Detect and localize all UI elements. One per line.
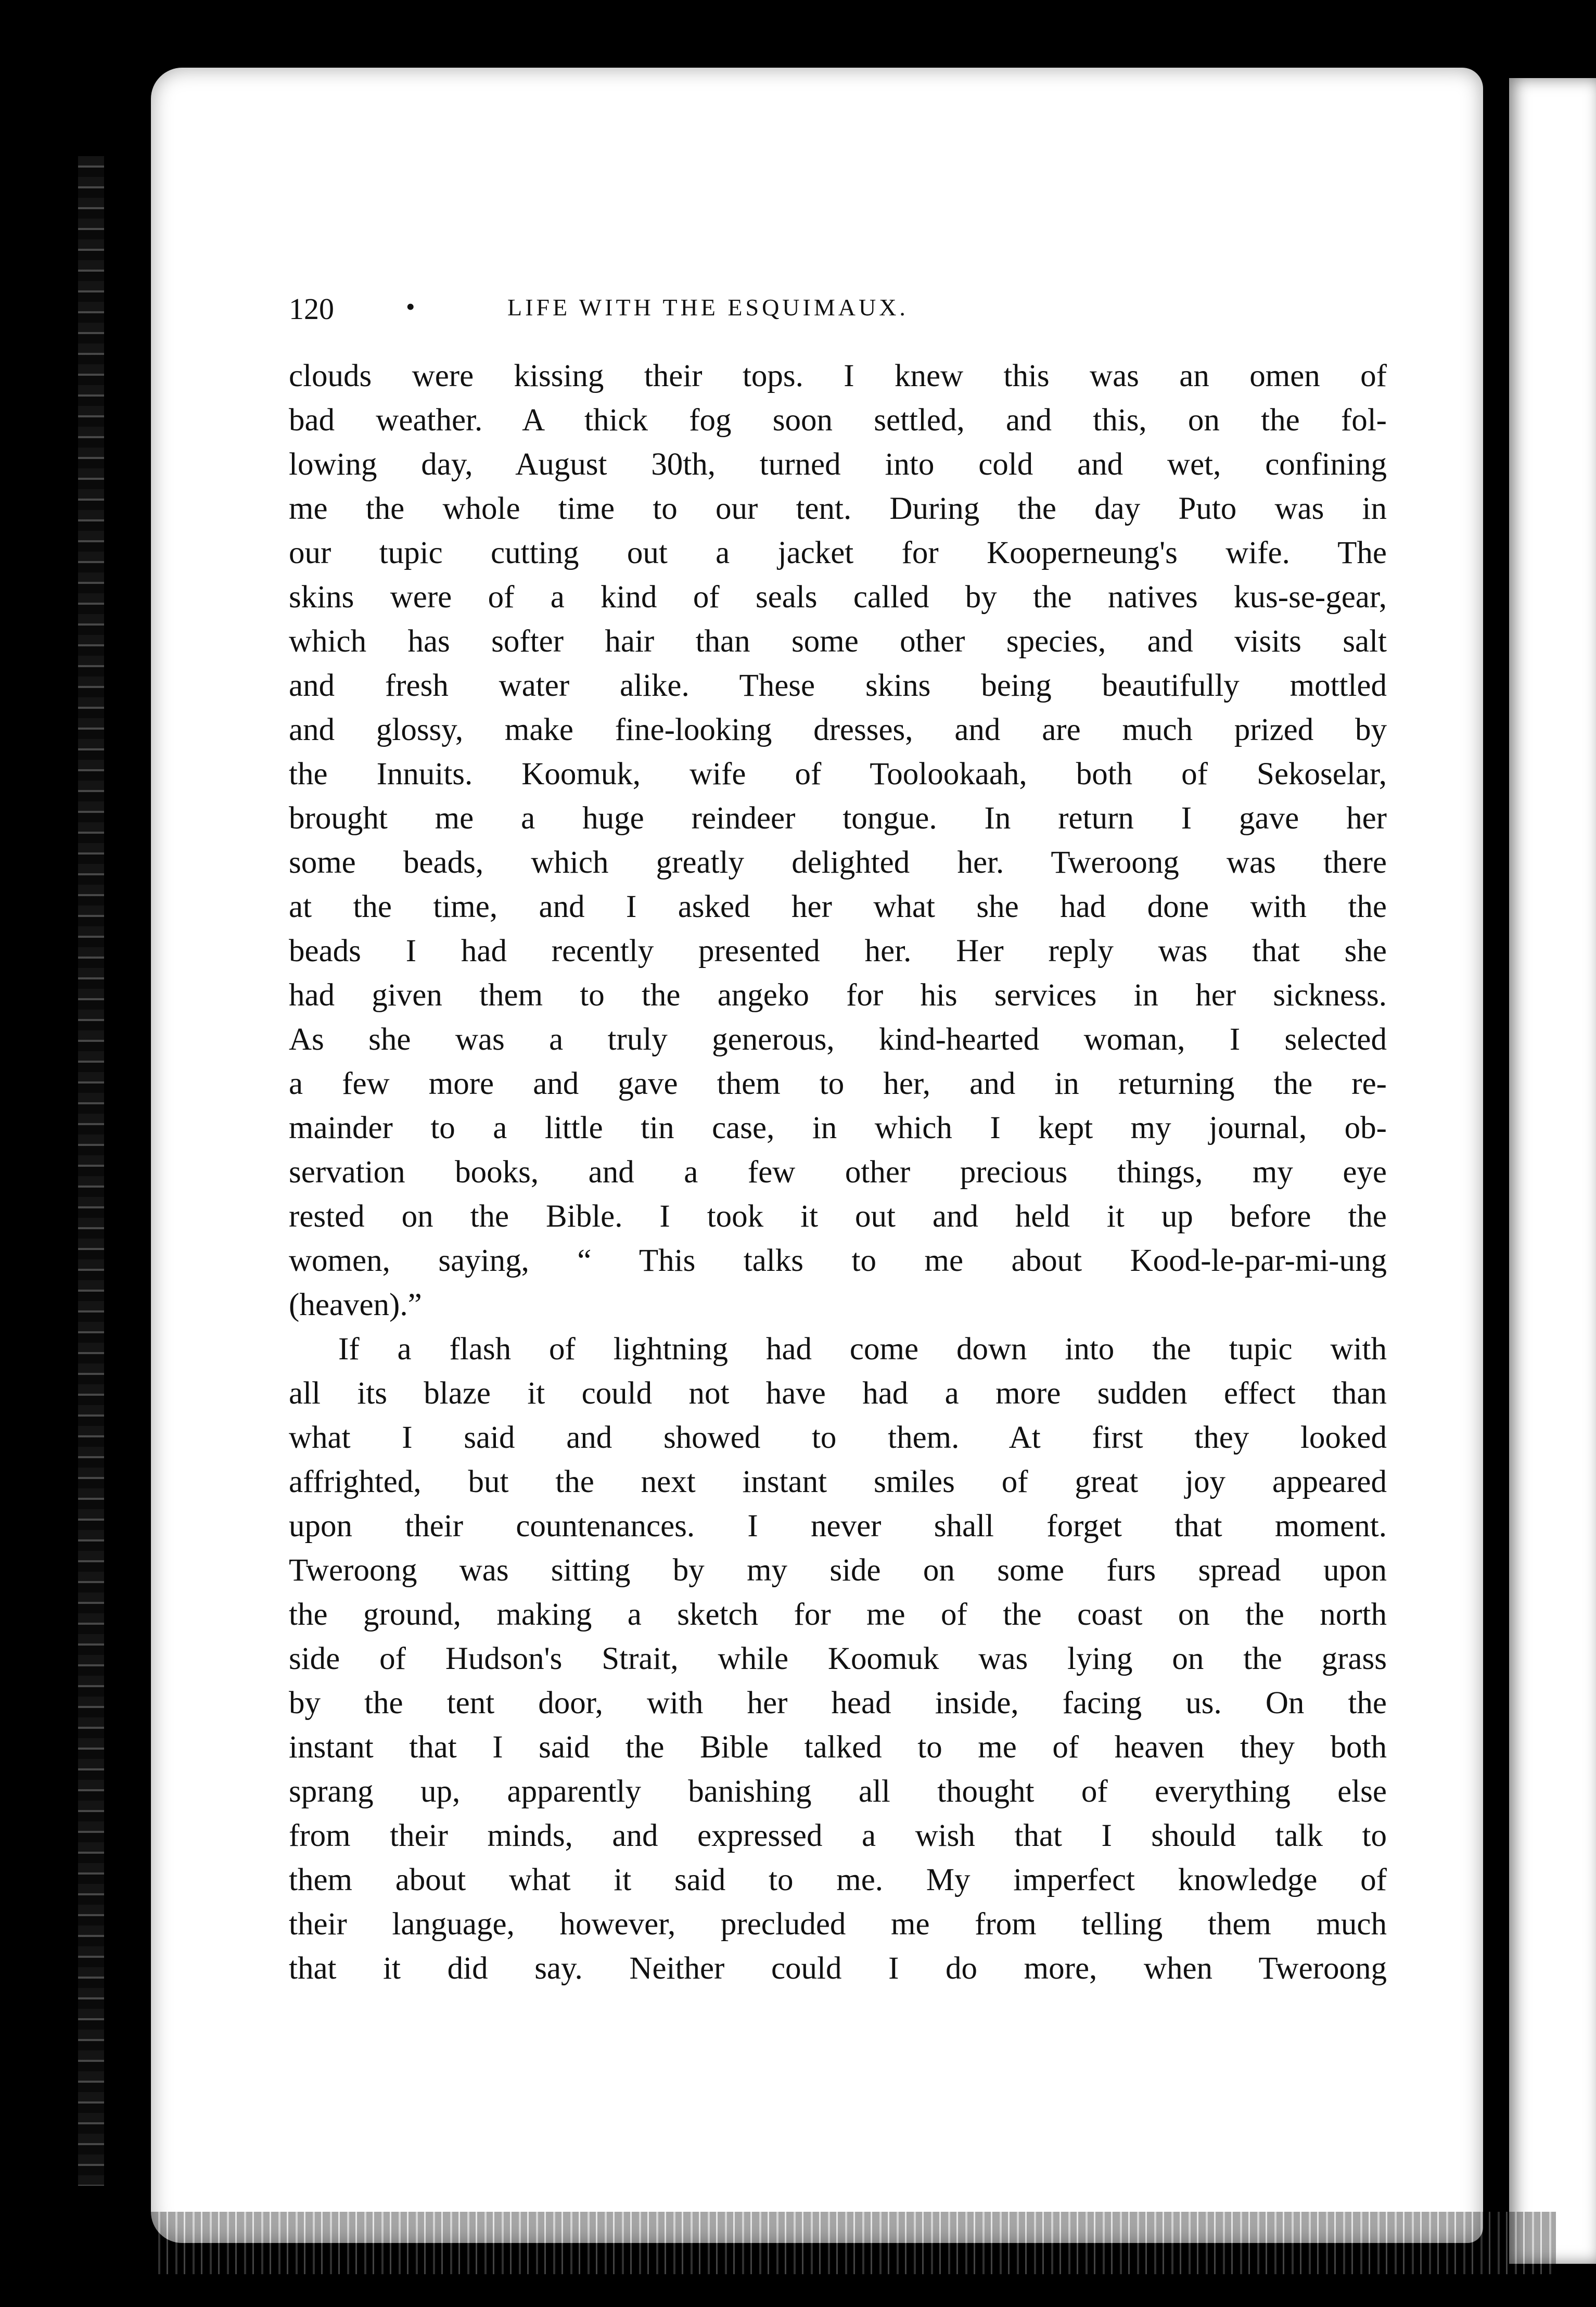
scan-bottom-edge xyxy=(151,2212,1556,2274)
text-line: beads I had recently presented her. Her reply was that she xyxy=(289,934,1387,968)
header-bullet: • xyxy=(406,292,415,321)
page-number: 120 xyxy=(289,292,334,326)
text-line: them about what it said to me. My imperfect knowledge of xyxy=(289,1863,1387,1897)
text-line: (heaven).” xyxy=(289,1288,422,1322)
text-line: clouds were kissing their tops. I knew this was an omen of xyxy=(289,359,1387,393)
text-line: brought me a huge reindeer tongue. In return I gave her xyxy=(289,801,1387,836)
text-line: lowing day, August 30th, turned into cold and wet, confining xyxy=(289,447,1387,482)
text-line: women, saying, “ This talks to me about Kood-le-par-mi-ung xyxy=(289,1243,1387,1278)
text-line: affrighted, but the next instant smiles of great joy appeared xyxy=(289,1464,1387,1499)
text-line: had given them to the angeko for his services in her sickness. xyxy=(289,978,1387,1013)
text-line: all its blaze it could not have had a more sudden effect than xyxy=(289,1376,1387,1411)
text-line: skins were of a kind of seals called by the natives kus-se-gear, xyxy=(289,580,1387,615)
text-line: upon their countenances. I never shall forget that moment. xyxy=(289,1509,1387,1544)
text-line: and fresh water alike. These skins being beautifully mottled xyxy=(289,668,1387,703)
text-line: which has softer hair than some other species, and visits salt xyxy=(289,624,1387,659)
text-line: their language, however, precluded me from telling them much xyxy=(289,1907,1387,1942)
text-line: side of Hudson's Strait, while Koomuk was lying on the grass xyxy=(289,1641,1387,1676)
text-line: As she was a truly generous, kind-hearted woman, I selected xyxy=(289,1022,1387,1057)
text-line-paragraph-start: If a flash of lightning had come down into the tupic with xyxy=(338,1332,1387,1367)
text-line: from their minds, and expressed a wish that I should talk to xyxy=(289,1818,1387,1853)
page-header xyxy=(289,291,1376,328)
text-line: by the tent door, with her head inside, facing us. On the xyxy=(289,1686,1387,1720)
text-line: rested on the Bible. I took it out and held it up before the xyxy=(289,1199,1387,1234)
text-line: our tupic cutting out a jacket for Kooperneung's wife. The xyxy=(289,536,1387,570)
text-line: that it did say. Neither could I do more, when Tweroong xyxy=(289,1951,1387,1986)
scan-left-edge xyxy=(78,156,104,2186)
text-line: the ground, making a sketch for me of the coast on the north xyxy=(289,1597,1387,1632)
text-line: mainder to a little tin case, in which I kept my journal, ob- xyxy=(289,1111,1387,1145)
text-line: what I said and showed to them. At first they looked xyxy=(289,1420,1387,1455)
text-line: servation books, and a few other precious things, my eye xyxy=(289,1155,1387,1190)
text-line: Tweroong was sitting by my side on some furs spread upon xyxy=(289,1553,1387,1588)
text-line: instant that I said the Bible talked to me of heaven they both xyxy=(289,1730,1387,1765)
text-line: at the time, and I asked her what she had done with the xyxy=(289,889,1387,924)
text-line: me the whole time to our tent. During the day Puto was in xyxy=(289,491,1387,526)
text-line: the Innuits. Koomuk, wife of Toolookaah, both of Sekoselar, xyxy=(289,757,1387,792)
text-line: some beads, which greatly delighted her. Tweroong was there xyxy=(289,845,1387,880)
facing-page-edge xyxy=(1509,78,1596,2264)
body-text xyxy=(289,354,1387,1991)
text-line: and glossy, make fine-looking dresses, and are much prized by xyxy=(289,712,1387,747)
text-line: sprang up, apparently banishing all thought of everything else xyxy=(289,1774,1387,1809)
running-head: LIFE WITH THE ESQUIMAUX. xyxy=(507,294,909,321)
text-line: bad weather. A thick fog soon settled, and this, on the fol- xyxy=(289,403,1387,438)
text-line: a few more and gave them to her, and in returning the re- xyxy=(289,1066,1387,1101)
